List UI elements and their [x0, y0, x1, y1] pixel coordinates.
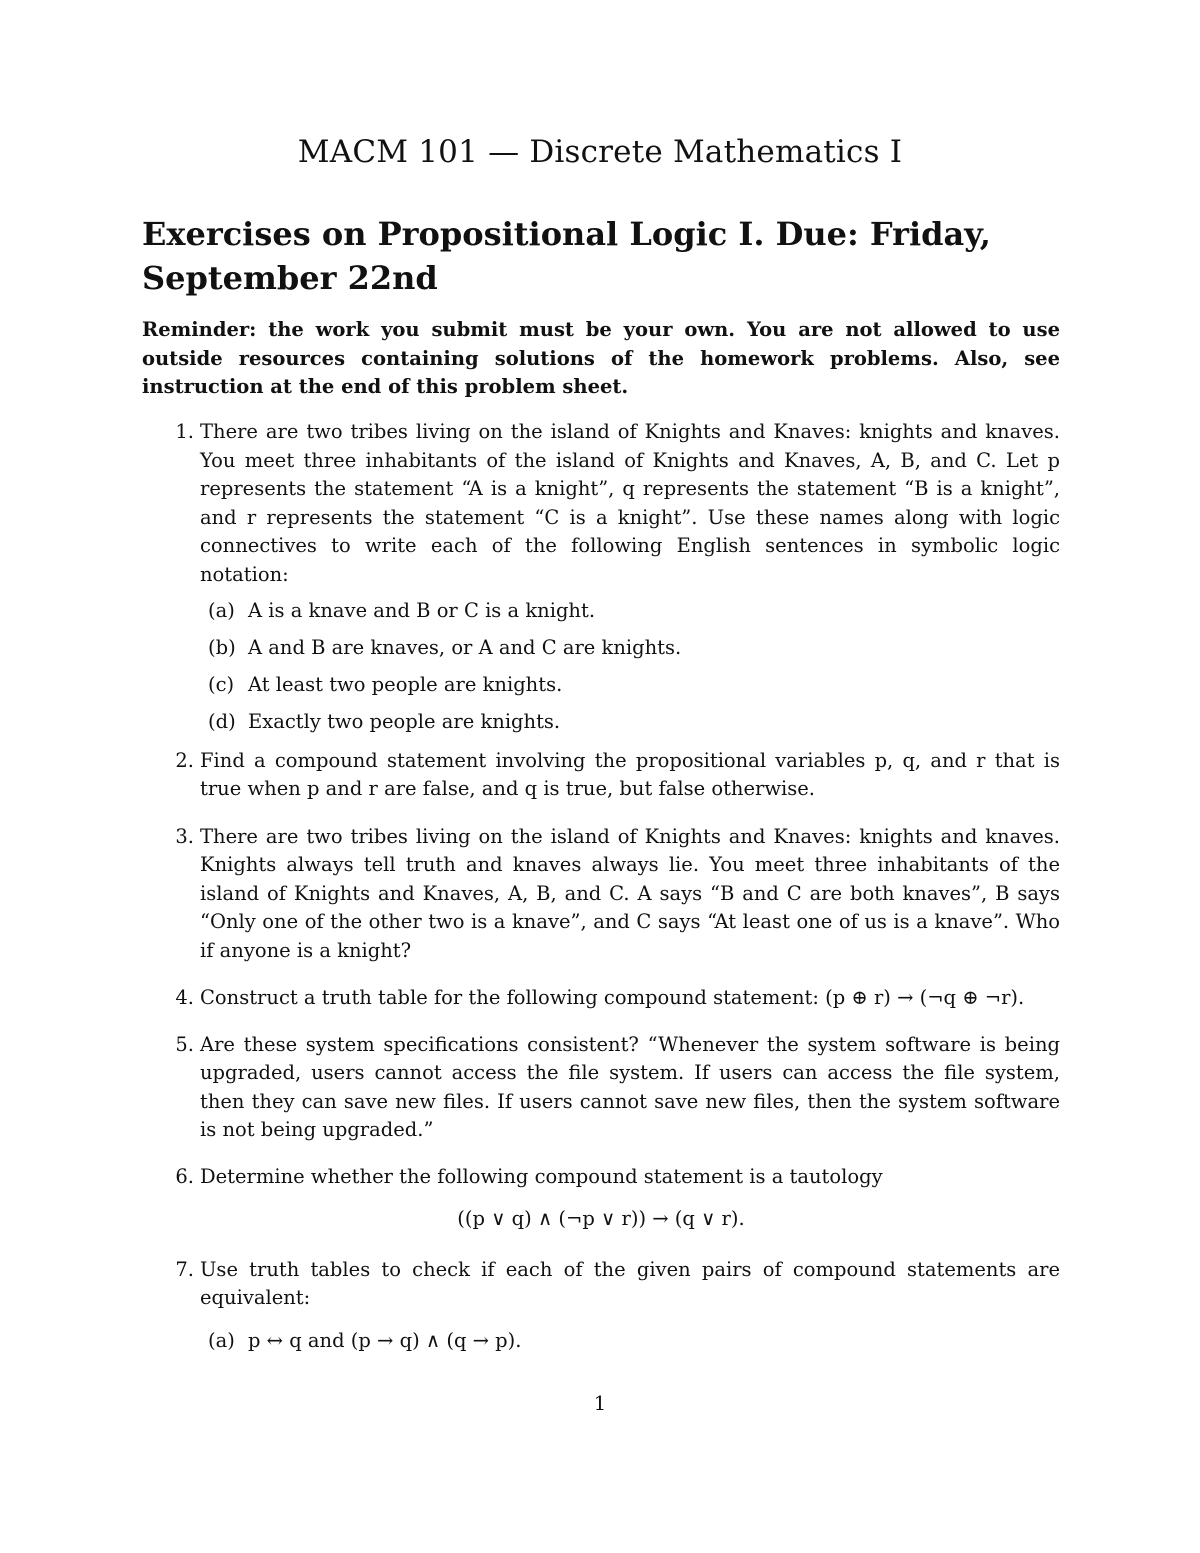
problem-4 — [142, 984, 1060, 1013]
problem-text: Use truth tables to check if each of the given pairs of compound statements are equivalent: — [200, 1257, 1060, 1309]
problem-number: 6. — [175, 1164, 194, 1188]
problem-list — [142, 418, 1060, 1364]
problem-text: Are these system specifications consistent? “Whenever the system software is being upgraded, users cannot access the file system. If users can access the file system, then they can save new files. If users cannot save new files, then the system software is not being upgraded.” — [200, 1032, 1060, 1141]
problem-3 — [142, 823, 1060, 966]
subpart-item — [200, 708, 1060, 737]
subpart-label: (a) — [208, 599, 235, 622]
problem-text: Find a compound statement involving the propositional variables p, q, and r that is true when p and r are false, and q is true, but false otherwise. — [200, 748, 1060, 800]
problem-number: 7. — [175, 1257, 194, 1281]
subpart-item — [200, 1327, 1060, 1356]
problem-7 — [142, 1256, 1060, 1356]
problem-number: 5. — [175, 1032, 194, 1056]
problem-6 — [142, 1163, 1060, 1234]
sheet-title: Exercises on Propositional Logic I. Due: Friday, September 22nd — [142, 215, 991, 297]
problem-number: 3. — [175, 824, 194, 848]
subpart-label: (c) — [208, 673, 235, 696]
subpart-label: (d) — [208, 710, 236, 733]
problem-1 — [142, 418, 1060, 737]
problem-number: 2. — [175, 748, 194, 772]
problem-text: Construct a truth table for the following compound statement: (p ⊕ r) → (¬q ⊕ ¬r). — [200, 986, 1025, 1009]
problem-2 — [142, 747, 1060, 804]
problem-number: 4. — [175, 986, 194, 1009]
subpart-text: p ↔ q and (p → q) ∧ (q → p). — [248, 1328, 522, 1352]
problem-text: Determine whether the following compound statement is a tautology — [200, 1164, 883, 1188]
display-formula: ((p ∨ q) ∧ (¬p ∨ r)) → (q ∨ r). — [457, 1207, 745, 1230]
problem-text: There are two tribes living on the island of Knights and Knaves: knights and knaves. Knights always tell truth and knaves always lie. You meet three inhabitants of the island of Knights and Knaves, A, B, and C. A says “B and C are both knaves”, B says “Only one of the other two is a knave”, and C says “At least one of us is a knave”. Who if anyone is a knight? — [200, 824, 1060, 962]
subpart-text: At least two people are knights. — [248, 673, 563, 696]
subpart-label: (a) — [208, 1328, 235, 1352]
subpart-label: (b) — [208, 636, 236, 659]
subpart-item — [200, 597, 1060, 626]
page-number: 1 — [593, 1392, 607, 1415]
course-title: MACM 101 — Discrete Mathematics I — [297, 134, 903, 170]
subpart-item — [200, 671, 1060, 700]
subpart-text: A is a knave and B or C is a knight. — [248, 599, 596, 622]
reminder-paragraph: Reminder: the work you submit must be your own. You are not allowed to use outside resources containing solutions of the homework problems. Also, see instruction at the end of this problem sheet. — [142, 318, 1060, 398]
subpart-text: A and B are knaves, or A and C are knights. — [248, 636, 682, 659]
problem-number: 1. — [175, 420, 194, 443]
subpart-text: Exactly two people are knights. — [248, 710, 561, 733]
subpart-list — [200, 597, 1060, 737]
problem-text: There are two tribes living on the island of Knights and Knaves: knights and knaves. You meet three inhabitants of the island of Knights and Knaves, A, B, and C. Let p represents the statement “A is a knight”, q represents the statement “B is a knight”, and r represents the statement “C is a knight”. Use these names along with logic connectives to write each of the following English sentences in symbolic logic notation: — [200, 420, 1060, 586]
problem-5 — [142, 1031, 1060, 1145]
subpart-list — [200, 1327, 1060, 1356]
subpart-item — [200, 634, 1060, 663]
